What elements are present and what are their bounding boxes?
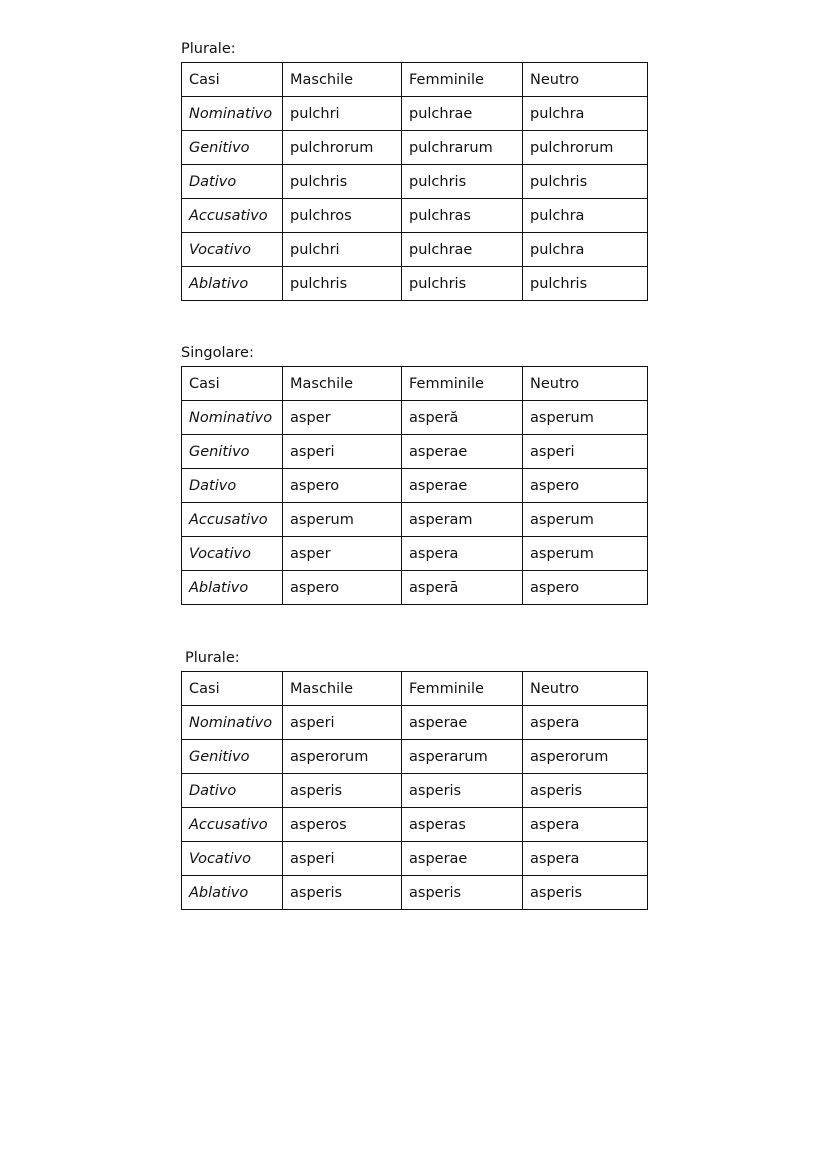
case-name: Nominativo (182, 97, 283, 131)
table-row (182, 774, 648, 808)
table-row (182, 401, 648, 435)
declension-table (181, 366, 648, 605)
cell-femminile: asperae (402, 435, 523, 469)
cell-maschile: asperis (283, 876, 402, 910)
cell-femminile: pulchrae (402, 97, 523, 131)
table-row (182, 876, 648, 910)
header-femminile: Femminile (402, 367, 523, 401)
cell-neutro: asperorum (523, 740, 648, 774)
cell-femminile: asperarum (402, 740, 523, 774)
table-row (182, 842, 648, 876)
cell-maschile: pulchros (283, 199, 402, 233)
cell-neutro: asperum (523, 537, 648, 571)
section-plurale-asper (181, 649, 647, 910)
section-plurale-pulcher (181, 40, 647, 301)
cell-neutro: asperi (523, 435, 648, 469)
cell-maschile: asperi (283, 435, 402, 469)
cell-neutro: pulchra (523, 233, 648, 267)
cell-neutro: asperis (523, 876, 648, 910)
table-row (182, 97, 648, 131)
cell-maschile: pulchrorum (283, 131, 402, 165)
cell-femminile: aspera (402, 537, 523, 571)
cell-maschile: asperi (283, 842, 402, 876)
table-row (182, 740, 648, 774)
case-name: Vocativo (182, 233, 283, 267)
cell-maschile: asperi (283, 706, 402, 740)
declension-table (181, 62, 648, 301)
table-row (182, 165, 648, 199)
cell-neutro: pulchra (523, 97, 648, 131)
cell-femminile: asperā (402, 571, 523, 605)
case-name: Genitivo (182, 131, 283, 165)
cell-maschile: asper (283, 401, 402, 435)
header-maschile: Maschile (283, 367, 402, 401)
cell-femminile: asperis (402, 774, 523, 808)
table-row (182, 537, 648, 571)
cell-maschile: pulchris (283, 165, 402, 199)
cell-femminile: asperam (402, 503, 523, 537)
case-name: Ablativo (182, 876, 283, 910)
case-name: Accusativo (182, 199, 283, 233)
cell-femminile: asperis (402, 876, 523, 910)
header-femminile: Femminile (402, 63, 523, 97)
cell-neutro: aspera (523, 706, 648, 740)
header-casi: Casi (182, 672, 283, 706)
cell-neutro: pulchris (523, 267, 648, 301)
header-casi: Casi (182, 63, 283, 97)
cell-maschile: asperum (283, 503, 402, 537)
cell-maschile: asperis (283, 774, 402, 808)
cell-femminile: asperae (402, 469, 523, 503)
cell-neutro: aspero (523, 571, 648, 605)
cell-neutro: aspero (523, 469, 648, 503)
section-singolare-asper (181, 344, 647, 605)
case-name: Genitivo (182, 435, 283, 469)
table-row (182, 808, 648, 842)
table-header-row (182, 672, 648, 706)
case-name: Dativo (182, 165, 283, 199)
cell-femminile: pulchrarum (402, 131, 523, 165)
header-neutro: Neutro (523, 63, 648, 97)
cell-neutro: aspera (523, 842, 648, 876)
case-name: Dativo (182, 469, 283, 503)
case-name: Dativo (182, 774, 283, 808)
case-name: Genitivo (182, 740, 283, 774)
cell-maschile: asperorum (283, 740, 402, 774)
header-maschile: Maschile (283, 672, 402, 706)
table-row (182, 233, 648, 267)
cell-neutro: asperis (523, 774, 648, 808)
cell-neutro: pulchrorum (523, 131, 648, 165)
header-neutro: Neutro (523, 367, 648, 401)
table-row (182, 706, 648, 740)
cell-femminile: asperae (402, 706, 523, 740)
table-header-row (182, 63, 648, 97)
cell-neutro: asperum (523, 503, 648, 537)
case-name: Vocativo (182, 537, 283, 571)
section-label: Singolare: (181, 345, 254, 361)
cell-neutro: pulchris (523, 165, 648, 199)
cell-femminile: pulchrae (402, 233, 523, 267)
cell-femminile: pulchras (402, 199, 523, 233)
table-row (182, 131, 648, 165)
cell-femminile: asperae (402, 842, 523, 876)
cell-femminile: asperă (402, 401, 523, 435)
table-header-row (182, 367, 648, 401)
table-row (182, 267, 648, 301)
cell-femminile: pulchris (402, 267, 523, 301)
header-casi: Casi (182, 367, 283, 401)
cell-maschile: asper (283, 537, 402, 571)
table-row (182, 199, 648, 233)
table-row (182, 503, 648, 537)
case-name: Accusativo (182, 808, 283, 842)
cell-maschile: pulchris (283, 267, 402, 301)
cell-maschile: pulchri (283, 233, 402, 267)
cell-femminile: pulchris (402, 165, 523, 199)
case-name: Accusativo (182, 503, 283, 537)
cell-maschile: aspero (283, 469, 402, 503)
declension-table (181, 671, 648, 910)
cell-maschile: aspero (283, 571, 402, 605)
table-row (182, 469, 648, 503)
case-name: Ablativo (182, 571, 283, 605)
table-row (182, 435, 648, 469)
cell-neutro: pulchra (523, 199, 648, 233)
header-maschile: Maschile (283, 63, 402, 97)
header-femminile: Femminile (402, 672, 523, 706)
section-label: Plurale: (181, 41, 236, 57)
cell-maschile: asperos (283, 808, 402, 842)
table-row (182, 571, 648, 605)
case-name: Ablativo (182, 267, 283, 301)
cell-neutro: asperum (523, 401, 648, 435)
case-name: Nominativo (182, 706, 283, 740)
case-name: Nominativo (182, 401, 283, 435)
case-name: Vocativo (182, 842, 283, 876)
cell-maschile: pulchri (283, 97, 402, 131)
cell-femminile: asperas (402, 808, 523, 842)
header-neutro: Neutro (523, 672, 648, 706)
cell-neutro: aspera (523, 808, 648, 842)
section-label: Plurale: (185, 650, 240, 666)
